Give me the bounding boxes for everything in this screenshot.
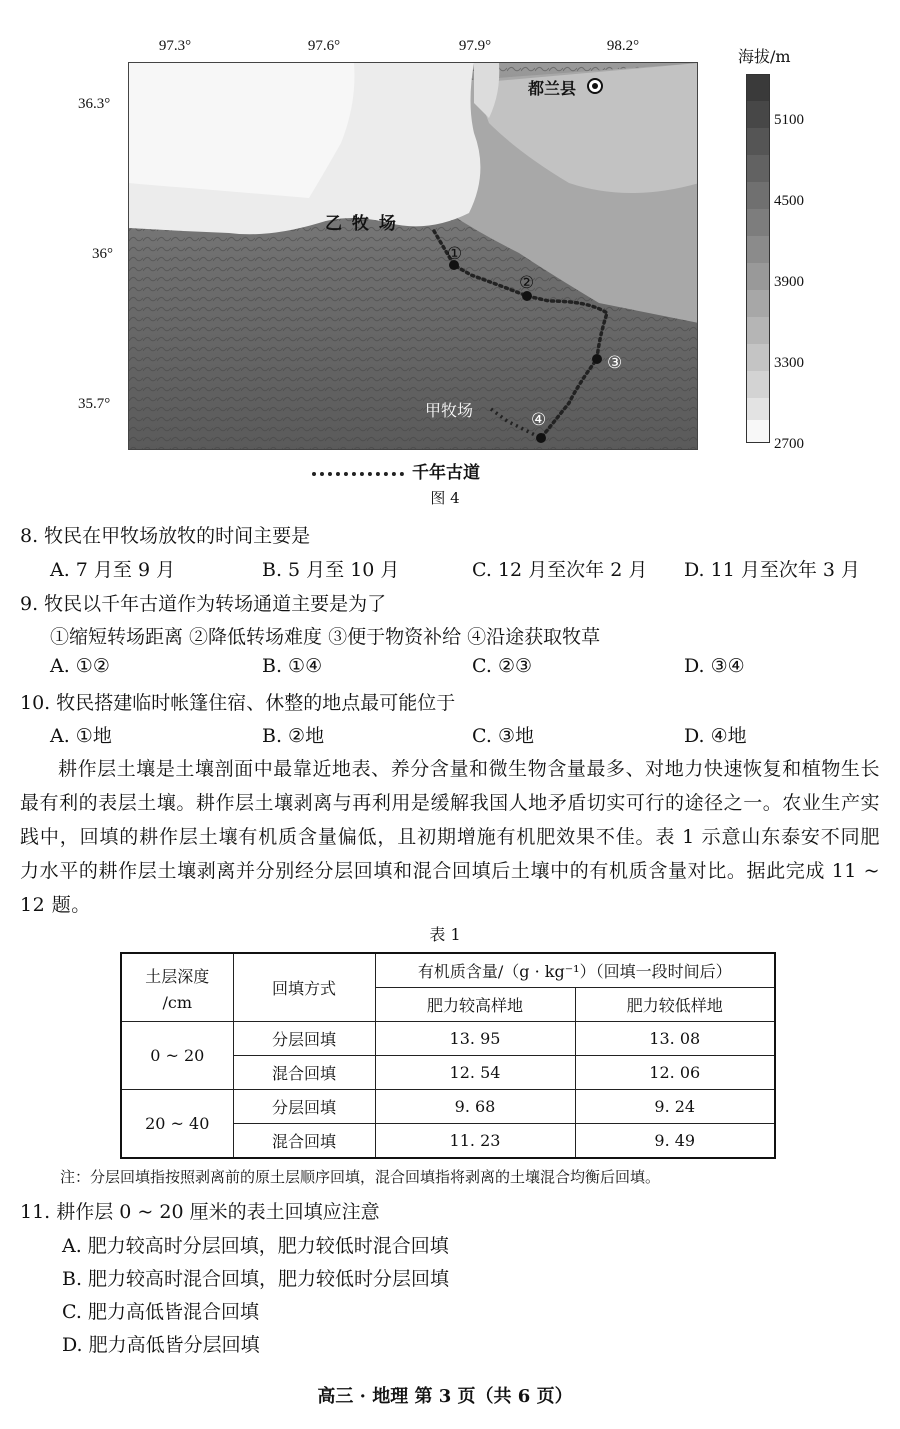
q11-option-d: D. 肥力高低皆分层回填 xyxy=(62,1334,260,1356)
low-value-cell: 13. 08 xyxy=(575,1022,775,1056)
lon-label-97-9: 97.9° xyxy=(458,38,492,54)
method-cell: 分层回填 xyxy=(233,1090,375,1124)
table-header-row-1 xyxy=(121,953,775,988)
high-value-cell: 9. 68 xyxy=(375,1090,575,1124)
route-point-4 xyxy=(536,433,546,443)
q11-option-a: A. 肥力较高时分层回填，肥力较低时混合回填 xyxy=(62,1235,449,1257)
table-caption: 表 1 xyxy=(429,925,461,944)
q11-option-b: B. 肥力较高时混合回填，肥力较低时分层回填 xyxy=(62,1268,450,1290)
route-legend-symbol xyxy=(312,472,404,476)
county-marker-dot xyxy=(592,83,598,89)
table-note: 注：分层回填指按照剥离前的原土层顺序回填，混合回填指将剥离的土壤混合均衡后回填。 xyxy=(60,1168,661,1186)
q8-option-c: C. 12 月至次年 2 月 xyxy=(472,559,648,581)
high-value-cell: 13. 95 xyxy=(375,1022,575,1056)
header-method: 回填方式 xyxy=(233,953,375,1022)
q8-option-a: A. 7 月至 9 月 xyxy=(50,559,176,581)
lat-label-36-3: 36.3° xyxy=(78,96,111,112)
method-cell: 混合回填 xyxy=(233,1056,375,1090)
lon-label-97-6: 97.6° xyxy=(307,38,341,54)
route-point-3 xyxy=(592,354,602,364)
pasture-jia-label: 甲牧场 xyxy=(425,401,474,420)
high-value-cell: 12. 54 xyxy=(375,1056,575,1090)
q10-option-a: A. ①地 xyxy=(50,725,112,747)
depth-cell: 20 ~ 40 xyxy=(121,1090,233,1159)
legend-tick-3300: 3300 xyxy=(774,355,804,371)
table-row xyxy=(121,1090,775,1124)
lon-label-97-3: 97.3° xyxy=(158,38,192,54)
low-value-cell: 12. 06 xyxy=(575,1056,775,1090)
low-value-cell: 9. 24 xyxy=(575,1090,775,1124)
header-depth-line-2: /cm xyxy=(162,992,193,1012)
lat-label-36: 36° xyxy=(92,246,113,262)
organic-matter-table xyxy=(120,952,776,1159)
map-frame xyxy=(128,62,698,450)
legend-tick-2700: 2700 xyxy=(774,436,804,452)
reading-passage: 耕作层土壤是土壤剖面中最靠近地表、养分含量和微生物含量最多、对地力快速恢复和植物生长最有利的表层土壤。耕作层土壤剥离与再利用是缓解我国人地矛盾切实可行的途径之一。农业生产实践中，回填的耕作层土壤有机质含量偏低，且初期增施有机肥效果不佳。表 1 示意山东泰安不同肥力水平的耕作层土壤剥离并分别经分层回填和混合回填后土壤中的有机质含量对比。据此完成 11 ~ 12 题。 xyxy=(20,758,880,916)
header-high-fertility: 肥力较高样地 xyxy=(375,988,575,1022)
q9-option-b: B. ①④ xyxy=(262,655,323,677)
terrain-map xyxy=(129,63,698,450)
terrain-map-figure xyxy=(0,0,900,470)
q11-option-c: C. 肥力高低皆混合回填 xyxy=(62,1301,259,1323)
point-4-label: ④ xyxy=(531,410,547,430)
q9-stem: 9. 牧民以千年古道作为转场通道主要是为了 xyxy=(20,593,387,615)
page-footer: 高三 · 地理 第 3 页（共 6 页） xyxy=(317,1386,573,1407)
header-organic: 有机质含量/（g · kg⁻¹）（回填一段时间后） xyxy=(375,953,775,988)
point-1-label: ① xyxy=(447,244,463,264)
header-depth xyxy=(121,953,233,1022)
elevation-legend-title: 海拔/m xyxy=(738,47,791,66)
legend-tick-3900: 3900 xyxy=(774,274,804,290)
q9-option-d: D. ③④ xyxy=(684,655,745,677)
method-cell: 分层回填 xyxy=(233,1022,375,1056)
q8-stem: 8. 牧民在甲牧场放牧的时间主要是 xyxy=(20,525,311,547)
q10-option-c: C. ③地 xyxy=(472,725,534,747)
depth-cell: 0 ~ 20 xyxy=(121,1022,233,1090)
elevation-legend-bar xyxy=(746,74,770,443)
q11-stem: 11. 耕作层 0 ~ 20 厘米的表土回填应注意 xyxy=(20,1201,380,1223)
method-cell: 混合回填 xyxy=(233,1124,375,1159)
q10-option-d: D. ④地 xyxy=(684,725,747,747)
table-row xyxy=(121,1022,775,1056)
q9-option-c: C. ②③ xyxy=(472,655,533,677)
q8-option-b: B. 5 月至 10 月 xyxy=(262,559,400,581)
basin-core xyxy=(129,63,354,198)
lat-label-35-7: 35.7° xyxy=(78,396,111,412)
q9-option-a: A. ①② xyxy=(50,655,110,677)
pasture-yi-label: 乙 牧 场 xyxy=(325,214,398,234)
lon-label-98-2: 98.2° xyxy=(606,38,640,54)
point-3-label: ③ xyxy=(607,353,623,373)
low-value-cell: 9. 49 xyxy=(575,1124,775,1159)
route-legend xyxy=(312,458,480,483)
header-depth-line-1: 土层深度 xyxy=(145,966,210,986)
q10-option-b: B. ②地 xyxy=(262,725,325,747)
q8-option-d: D. 11 月至次年 3 月 xyxy=(684,559,861,581)
route-legend-label: 千年古道 xyxy=(412,463,480,483)
legend-tick-4500: 4500 xyxy=(774,193,804,209)
legend-tick-5100: 5100 xyxy=(774,112,804,128)
q10-stem: 10. 牧民搭建临时帐篷住宿、休整的地点最可能位于 xyxy=(20,692,456,714)
high-value-cell: 11. 23 xyxy=(375,1124,575,1159)
county-label: 都兰县 xyxy=(528,79,577,98)
header-low-fertility: 肥力较低样地 xyxy=(575,988,775,1022)
figure-caption: 图 4 xyxy=(430,489,460,507)
point-2-label: ② xyxy=(519,273,535,293)
q9-choices: ①缩短转场距离 ②降低转场难度 ③便于物资补给 ④沿途获取牧草 xyxy=(50,626,601,648)
